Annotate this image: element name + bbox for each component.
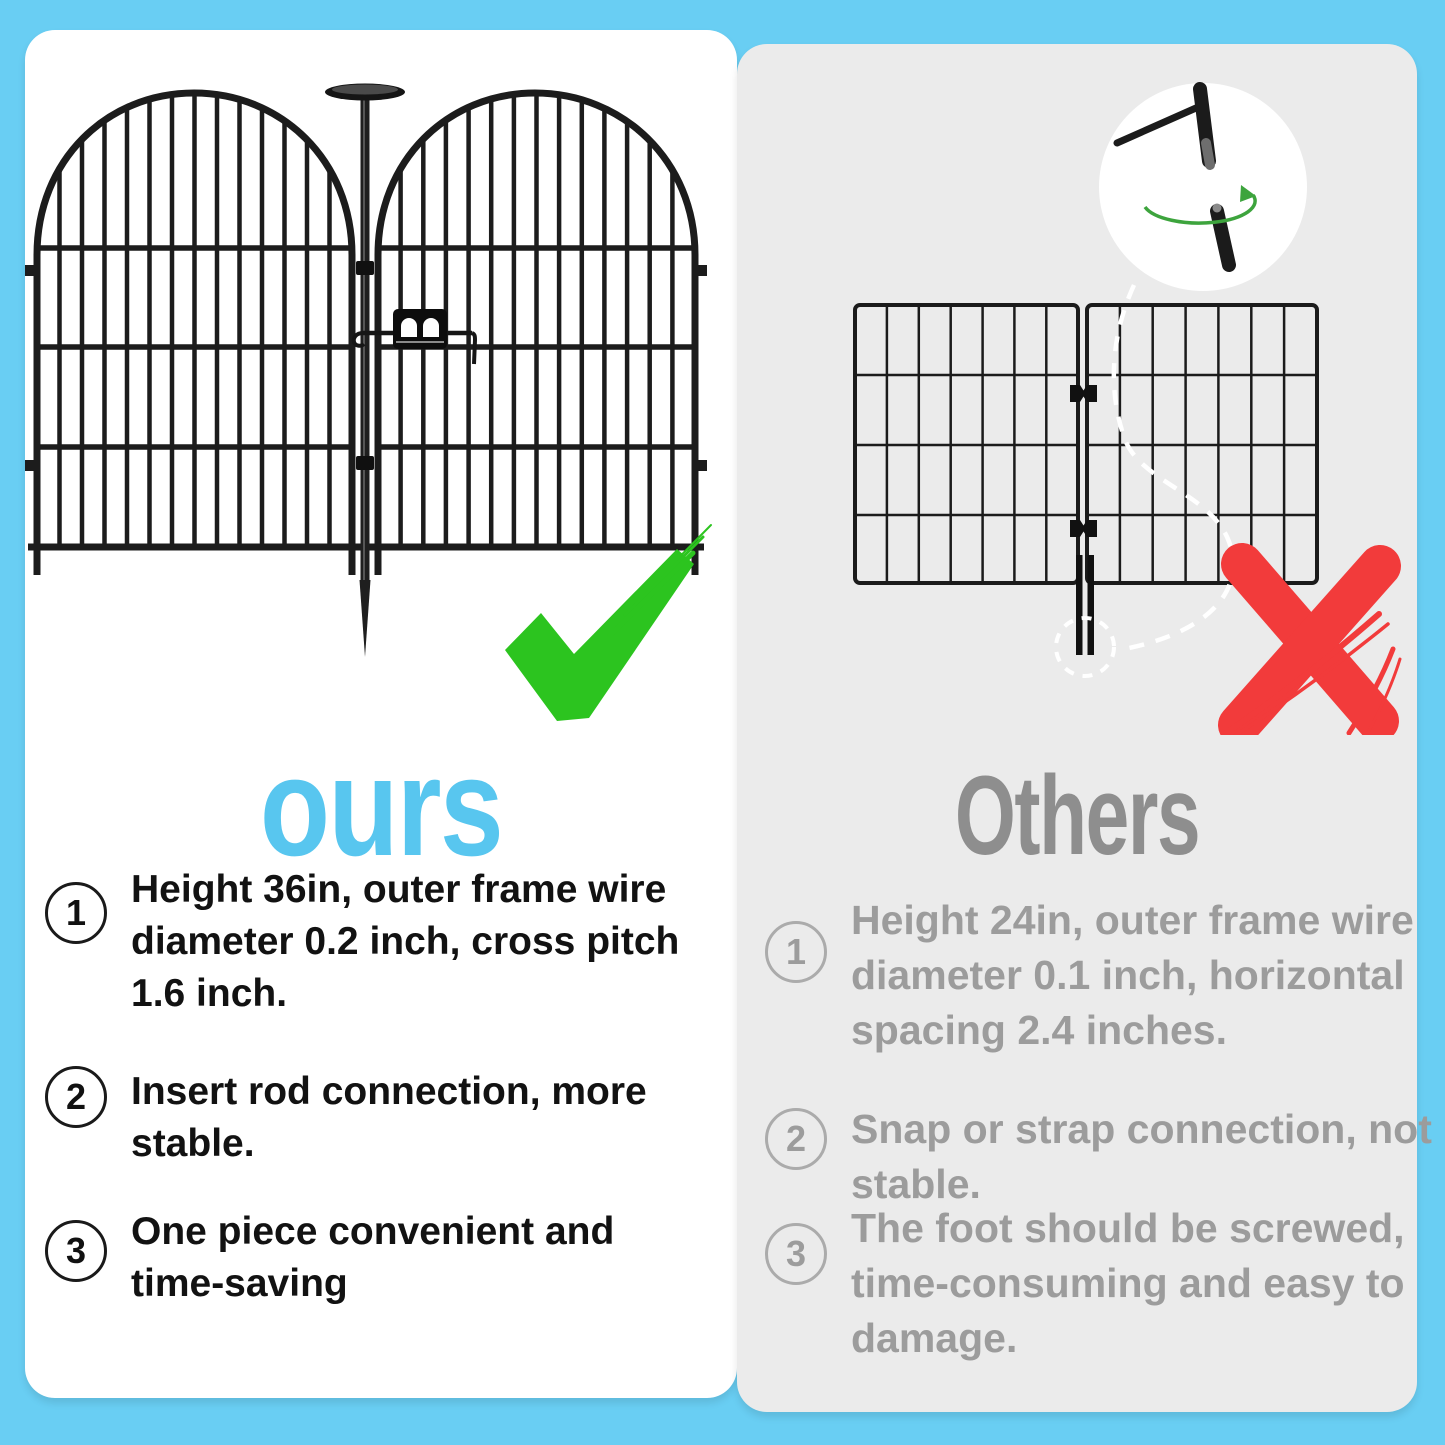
ours-point-1-text: Height 36in, outer frame wire diameter 0.2 inch, cross pitch 1.6 inch. — [131, 868, 680, 1015]
screw-connection-detail-icon — [1099, 83, 1307, 291]
others-point-2-text: Snap or strap connection, not stable. — [851, 1106, 1432, 1207]
screw-foot-rod — [1088, 555, 1095, 655]
others-point-2 — [765, 1102, 1432, 1212]
others-point-3 — [765, 1201, 1405, 1366]
others-panel — [737, 44, 1432, 1412]
number-badge: 3 — [45, 1220, 107, 1282]
ours-title: ours — [259, 728, 503, 885]
callout-dashed-circle — [1056, 618, 1114, 676]
connector-tab — [25, 460, 38, 471]
others-point-1 — [765, 893, 1414, 1058]
others-point-3-text: The foot should be screwed, time-consuming and easy to damage. — [851, 1205, 1405, 1361]
number-badge: 1 — [765, 921, 827, 983]
snap-clip — [1070, 385, 1097, 402]
snap-clip — [1070, 520, 1097, 537]
arched-fence-illustration — [25, 75, 735, 755]
others-title: Others — [954, 753, 1200, 878]
number-badge: 3 — [765, 1223, 827, 1285]
ground-stake — [325, 84, 405, 658]
ours-panel — [25, 30, 737, 1398]
connector-tab — [693, 265, 707, 276]
number-badge: 1 — [45, 882, 107, 944]
ours-point-1 — [45, 864, 679, 1020]
callout-dashed-line — [1114, 285, 1233, 649]
ours-point-2-text: Insert rod connection, more stable. — [131, 1070, 647, 1165]
number-badge: 2 — [765, 1108, 827, 1170]
number-badge: 2 — [45, 1066, 107, 1128]
ours-point-3 — [45, 1206, 614, 1310]
grid-fence-panels — [855, 305, 1317, 583]
screw-foot-rod — [1076, 555, 1083, 655]
others-point-1-text: Height 24in, outer frame wire diameter 0.1 inch, horizontal spacing 2.4 inches. — [851, 897, 1414, 1053]
grid-fence-illustration — [737, 75, 1417, 735]
cross-mark-icon — [1220, 564, 1400, 735]
ours-point-3-text: One piece convenient and time-saving — [131, 1210, 615, 1305]
ours-point-2 — [45, 1066, 647, 1170]
insert-rod-latch — [354, 309, 475, 364]
connector-tab — [693, 460, 707, 471]
connector-tab — [25, 265, 38, 276]
fence-panel-left — [60, 89, 330, 547]
check-mark-icon — [505, 525, 711, 721]
